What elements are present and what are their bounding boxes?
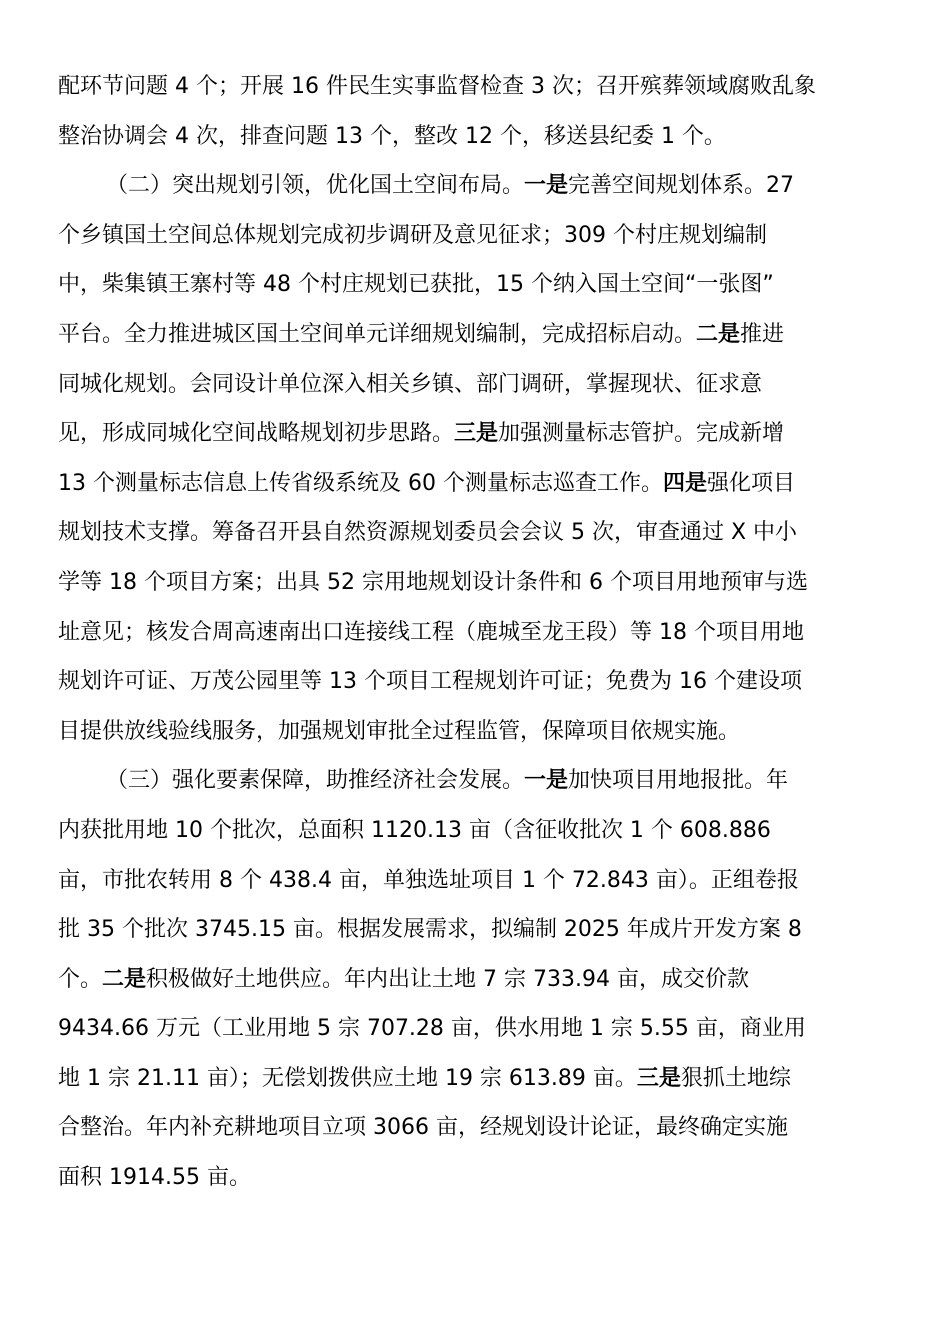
text-line bbox=[58, 1054, 894, 1104]
bold-marker: 一是 bbox=[524, 173, 569, 199]
section-heading: （二）突出规划引领，优化国土空间布局。 bbox=[106, 173, 525, 199]
text-line bbox=[58, 707, 894, 757]
bold-marker: 二是 bbox=[102, 966, 147, 992]
text-line bbox=[58, 62, 894, 112]
section-heading: （三）强化要素保障，助推经济社会发展。 bbox=[106, 768, 525, 794]
text-segment: 加强测量标志管护。完成新增 bbox=[498, 421, 785, 447]
text-segment: 配环节问题 4 个；开展 16 件民生实事监督检查 3 次；召开殡葬领域腐败乱象 bbox=[58, 74, 816, 99]
text-segment: 推进 bbox=[740, 321, 785, 347]
text-segment: 批 35 个批次 3745.15 亩。根据发展需求，拟编制 2025 年成片开发方案 8 bbox=[58, 917, 802, 943]
text-segment: 9434.66 万元（工业用地 5 宗 707.28 亩，供水用地 1 宗 5.55 亩，商业用 bbox=[58, 1016, 806, 1042]
text-line bbox=[58, 211, 894, 261]
paragraph-heading-line bbox=[58, 161, 894, 211]
text-line bbox=[58, 1103, 894, 1153]
text-line bbox=[58, 558, 894, 608]
text-segment: 合整治。年内补充耕地项目立项 3066 亩，经规划设计论证，最终确定实施 bbox=[58, 1115, 788, 1141]
text-line bbox=[58, 1004, 894, 1054]
text-segment: 13 个测量标志信息上传省级系统及 60 个测量标志巡查工作。 bbox=[58, 470, 663, 496]
bold-marker: 二是 bbox=[696, 321, 741, 347]
bold-marker: 三是 bbox=[636, 1065, 681, 1091]
text-segment: 狠抓土地综 bbox=[680, 1065, 791, 1091]
text-segment: 址意见；核发合周高速南出口连接线工程（鹿城至龙王段）等 18 个项目用地 bbox=[58, 619, 804, 645]
text-line bbox=[58, 806, 894, 856]
text-segment: 规划技术支撑。筹备召开县自然资源规划委员会会议 5 次，审查通过 X 中小 bbox=[58, 520, 798, 546]
text-segment: 完善空间规划体系。27 bbox=[568, 173, 795, 199]
text-line bbox=[58, 955, 894, 1005]
paragraph-heading-line bbox=[58, 756, 894, 806]
text-segment: 中，柴集镇王寨村等 48 个村庄规划已获批，15 个纳入国土空间“一张图” bbox=[58, 272, 774, 298]
text-segment: 目提供放线验线服务，加强规划审批全过程监管，保障项目依规实施。 bbox=[58, 718, 741, 744]
text-line bbox=[58, 260, 894, 310]
text-line bbox=[58, 905, 894, 955]
text-segment: 学等 18 个项目方案；出具 52 宗用地规划设计条件和 6 个项目用地预审与选 bbox=[58, 569, 808, 595]
text-segment: 地 1 宗 21.11 亩）；无偿划拨供应土地 19 宗 613.89 亩。 bbox=[58, 1065, 637, 1091]
text-line bbox=[58, 657, 894, 707]
text-segment: 整治协调会 4 次，排查问题 13 个，整改 12 个，移送县纪委 1 个。 bbox=[58, 123, 726, 149]
text-segment: 见，形成同城化空间战略规划初步思路。 bbox=[58, 421, 455, 447]
text-segment: 平台。全力推进城区国土空间单元详细规划编制，完成招标启动。 bbox=[58, 321, 697, 347]
text-segment: 个乡镇国土空间总体规划完成初步调研及意见征求；309 个村庄规划编制 bbox=[58, 222, 767, 248]
text-line bbox=[58, 608, 894, 658]
text-segment: 规划许可证、万茂公园里等 13 个项目工程规划许可证；免费为 16 个建设项 bbox=[58, 669, 802, 695]
bold-marker: 三是 bbox=[454, 421, 499, 447]
text-segment: 加快项目用地报批。年 bbox=[568, 768, 789, 794]
text-segment: 内获批用地 10 个批次，总面积 1120.13 亩（含征收批次 1 个 608.886 bbox=[58, 817, 771, 843]
text-segment: 同城化规划。会同设计单位深入相关乡镇、部门调研，掌握现状、征求意 bbox=[58, 371, 763, 397]
text-line bbox=[58, 508, 894, 558]
text-line bbox=[58, 856, 894, 906]
bold-marker: 四是 bbox=[662, 470, 707, 496]
text-segment: 积极做好土地供应。年内出让土地 7 宗 733.94 亩，成交价款 bbox=[146, 966, 749, 992]
bold-marker: 一是 bbox=[524, 768, 569, 794]
document-body bbox=[58, 62, 894, 1203]
text-segment: 面积 1914.55 亩。 bbox=[58, 1165, 251, 1191]
text-line bbox=[58, 360, 894, 410]
text-line bbox=[58, 459, 894, 509]
text-line bbox=[58, 112, 894, 162]
text-line bbox=[58, 310, 894, 360]
text-segment: 个。 bbox=[58, 966, 103, 992]
text-line bbox=[58, 409, 894, 459]
text-line bbox=[58, 1153, 894, 1203]
text-segment: 亩，市批农转用 8 个 438.4 亩，单独选址项目 1 个 72.843 亩）。正组卷报 bbox=[58, 867, 799, 893]
text-segment: 强化项目 bbox=[707, 470, 796, 496]
